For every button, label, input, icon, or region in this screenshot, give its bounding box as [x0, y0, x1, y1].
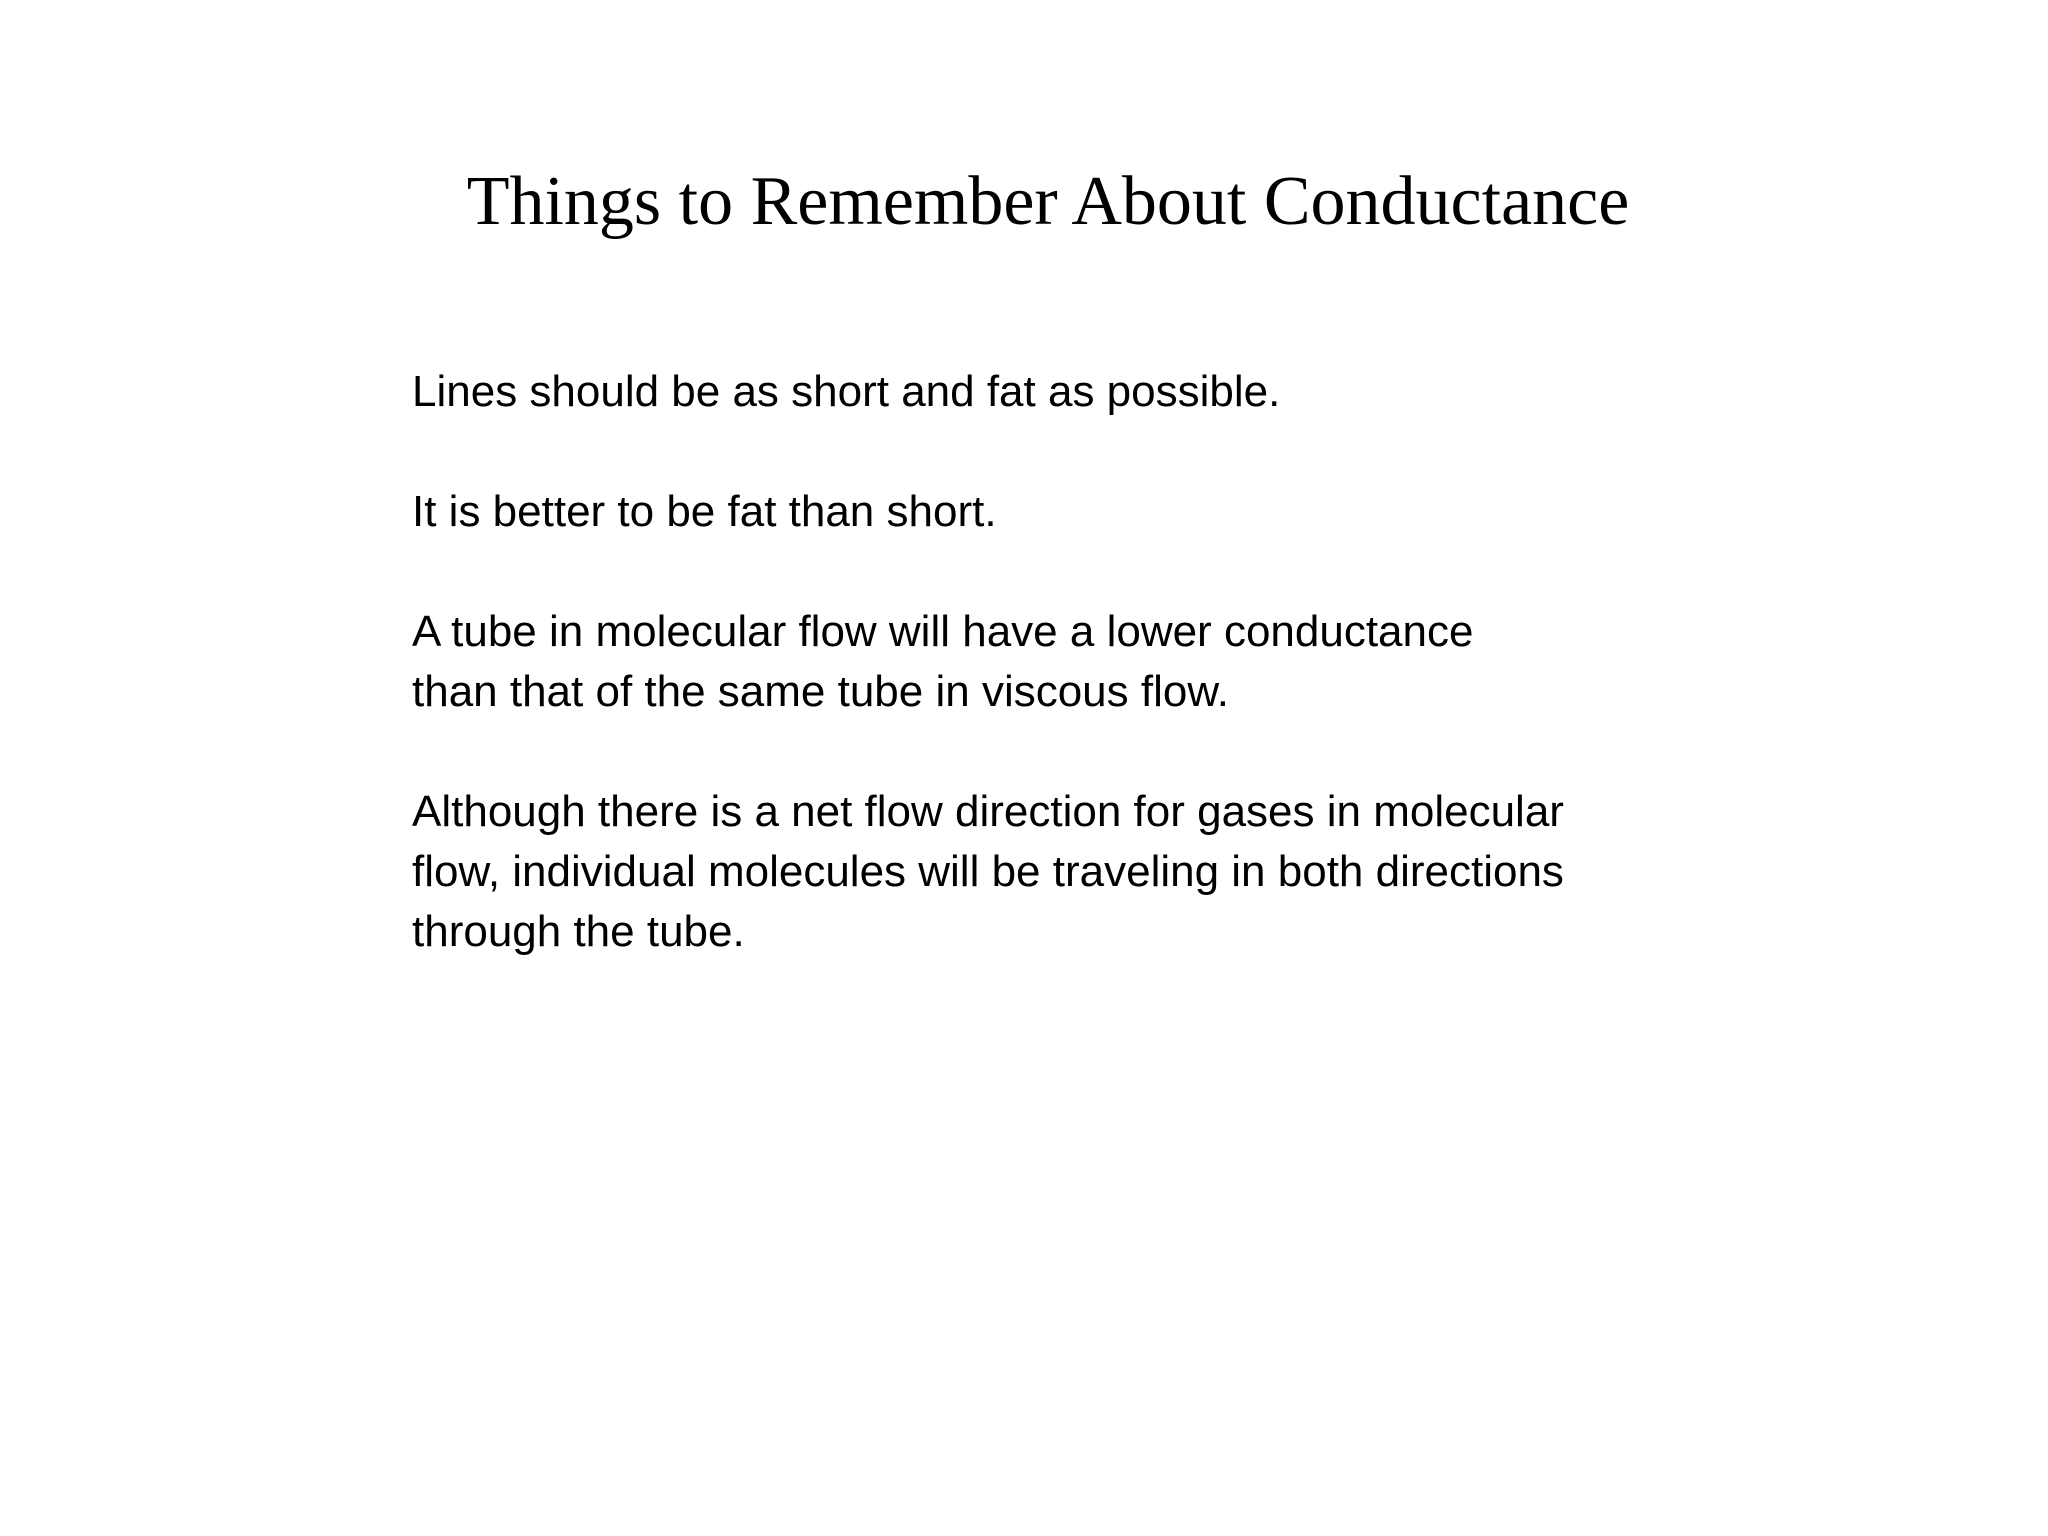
- point-line: Lines should be as short and fat as possible.: [412, 367, 1281, 416]
- point-line: through the tube.: [412, 907, 745, 956]
- point-line: Although there is a net flow direction for gases in molecular: [412, 787, 1564, 836]
- point-line: than that of the same tube in viscous flow.: [412, 667, 1229, 716]
- slide-body: [412, 362, 1712, 962]
- point-2: [412, 482, 1712, 542]
- point-line: A tube in molecular flow will have a lower conductance: [412, 607, 1474, 656]
- point-3: [412, 602, 1712, 722]
- point-line: It is better to be fat than short.: [412, 487, 997, 536]
- point-4: [412, 782, 1712, 962]
- slide-title: Things to Remember About Conductance: [466, 163, 1630, 240]
- point-1: [412, 362, 1712, 422]
- point-line: flow, individual molecules will be traveling in both directions: [412, 847, 1564, 896]
